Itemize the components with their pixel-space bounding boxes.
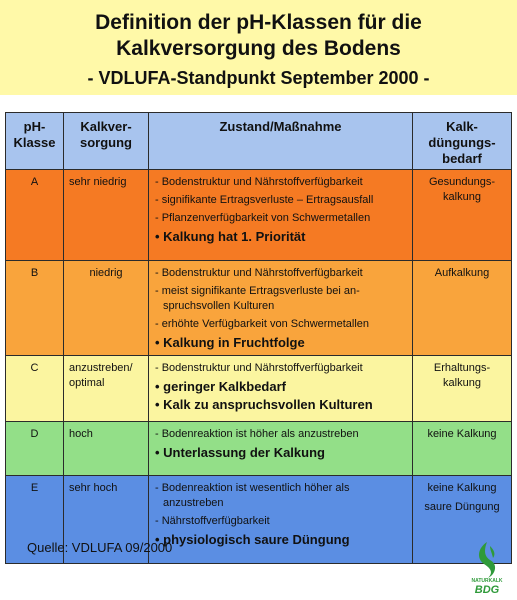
cell-versorgung: niedrig <box>64 261 149 356</box>
table-row-b <box>6 261 512 356</box>
zustand-item: - Bodenreaktion ist höher als anzustreben <box>155 428 359 440</box>
zustand-item: - Nährstoffverfügbarkeit <box>155 515 270 527</box>
zustand-item: anzustreben <box>163 497 224 509</box>
cell-klasse: A <box>6 170 64 261</box>
cell-klasse: B <box>6 261 64 356</box>
header-zustand: Zustand/Maßnahme <box>149 113 413 170</box>
source-note: Quelle: VDLUFA 09/2000 <box>27 540 173 555</box>
cell-zustand <box>149 356 413 422</box>
zustand-item: - erhöhte Verfügbarkeit von Schwermetallen <box>155 318 370 330</box>
title-box <box>0 0 517 95</box>
zustand-item: - Pflanzenverfügbarkeit von Schwermetallen <box>155 212 371 224</box>
zustand-item: spruchsvollen Kulturen <box>163 300 275 312</box>
table-row-d <box>6 422 512 476</box>
header-bedarf: Kalk- düngungs- bedarf <box>413 113 512 170</box>
table-row-a <box>6 170 512 261</box>
cell-versorgung: sehr hoch <box>64 476 149 564</box>
title-line-2: Kalkversorgung des Bodens <box>116 37 401 60</box>
ph-class-table <box>5 112 512 564</box>
cell-versorgung: anzustreben/ optimal <box>64 356 149 422</box>
svg-text:BDG: BDG <box>474 584 500 594</box>
naturkalk-bdg-logo <box>466 538 508 594</box>
cell-klasse: C <box>6 356 64 422</box>
massnahme-item: • Kalk zu anspruchsvollen Kulturen <box>155 397 373 412</box>
massnahme-item: • Kalkung in Fruchtfolge <box>155 335 305 350</box>
massnahme-item: • Kalkung hat 1. Priorität <box>155 229 306 244</box>
cell-zustand <box>149 170 413 261</box>
zustand-item: - Bodenreaktion ist wesentlich höher als <box>155 482 350 494</box>
zustand-item: - meist signifikante Ertragsverluste bei an- <box>155 285 360 297</box>
zustand-item: - Bodenstruktur und Nährstoffverfügbarkeit <box>155 176 363 188</box>
cell-versorgung: sehr niedrig <box>64 170 149 261</box>
cell-bedarf: keine Kalkung saure Düngung <box>413 476 512 564</box>
zustand-item: - Bodenstruktur und Nährstoffverfügbarkeit <box>155 267 363 279</box>
cell-zustand <box>149 476 413 564</box>
massnahme-item: • physiologisch saure Düngung <box>155 532 350 547</box>
massnahme-item: • Unterlassung der Kalkung <box>155 445 325 460</box>
cell-versorgung: hoch <box>64 422 149 476</box>
subtitle: - VDLUFA-Standpunkt September 2000 - <box>87 68 430 88</box>
zustand-item: - signifikante Ertragsverluste – Ertragsausfall <box>155 194 374 206</box>
cell-klasse: D <box>6 422 64 476</box>
header-row <box>6 113 512 170</box>
cell-bedarf: Aufkalkung <box>413 261 512 356</box>
cell-zustand <box>149 422 413 476</box>
cell-klasse: E <box>6 476 64 564</box>
cell-bedarf: keine Kalkung <box>413 422 512 476</box>
cell-zustand <box>149 261 413 356</box>
massnahme-item: • geringer Kalkbedarf <box>155 379 286 394</box>
header-klasse: pH- Klasse <box>6 113 64 170</box>
svg-text:NATURKALK: NATURKALK <box>471 578 503 584</box>
table-row-c <box>6 356 512 422</box>
header-versorgung: Kalkver- sorgung <box>64 113 149 170</box>
cell-bedarf: Gesundungs- kalkung <box>413 170 512 261</box>
zustand-item: - Bodenstruktur und Nährstoffverfügbarkeit <box>155 362 363 374</box>
title-line-1: Definition der pH-Klassen für die <box>95 11 422 34</box>
cell-bedarf: Erhaltungs- kalkung <box>413 356 512 422</box>
